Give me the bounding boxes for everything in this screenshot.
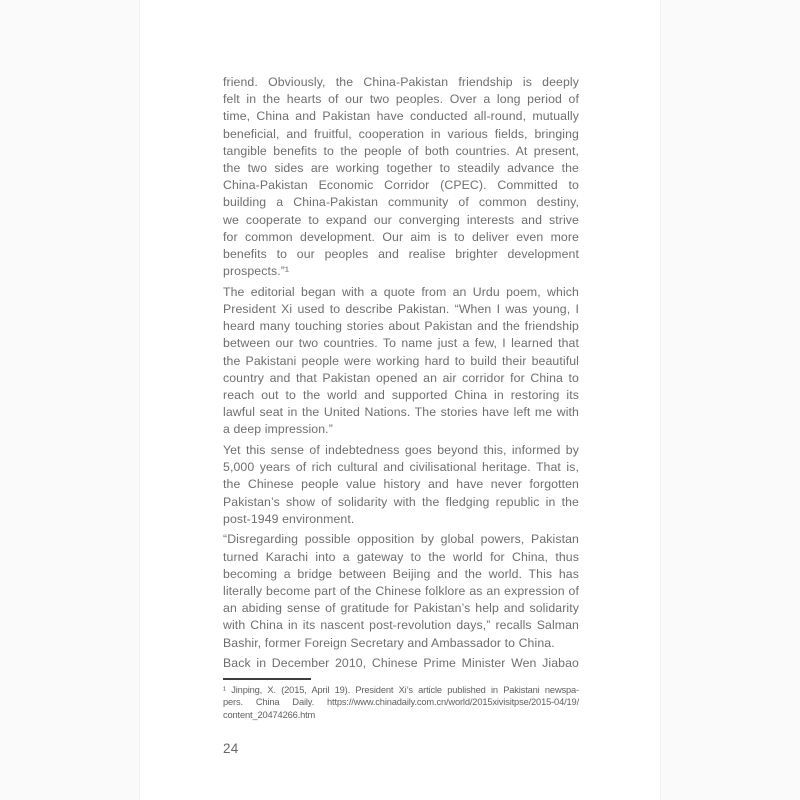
page-number: 24	[223, 741, 239, 756]
text-line: with China in its nascent post-revolution days,” recalls Salman	[223, 618, 579, 633]
text-line: lawful seat in the United Nations. The stories have left me with	[223, 405, 579, 420]
text-line: China-Pakistan Economic Corridor (CPEC). Committed to	[223, 178, 579, 193]
text-line: reach out to the world and supported China in restoring its	[223, 387, 579, 402]
text-line: country and that Pakistan opened an air corridor for China to	[223, 370, 579, 385]
paragraph	[223, 74, 579, 280]
text-line: time, China and Pakistan have conducted all-round, mutually	[223, 109, 579, 124]
text-line: Yet this sense of indebtedness goes beyond this, informed by	[223, 442, 579, 457]
text-line: between our two countries. To name just a few, I learned that	[223, 336, 579, 351]
text-line: prospects.”¹	[223, 264, 290, 279]
text-line: ¹ Jinping, X. (2015, April 19). President Xi’s article published in Pakistani newspa-	[223, 685, 579, 695]
text-line: the two sides are working together to steadily advance the	[223, 160, 579, 175]
paragraph	[223, 284, 579, 439]
text-line: Bashir, former Foreign Secretary and Ambassador to China.	[223, 635, 555, 650]
text-line: “Disregarding possible opposition by global powers, Pakistan	[223, 532, 579, 547]
text-line: Pakistan’s show of solidarity with the fledging republic in the	[223, 494, 579, 509]
text-line: friend. Obviously, the China-Pakistan friendship is deeply	[223, 75, 579, 89]
text-line: content_20474266.htm	[223, 709, 316, 720]
paragraph	[223, 442, 579, 528]
text-line: tangible benefits to the people of both countries. At present,	[223, 143, 579, 158]
text-line: beneficial, and fruitful, cooperation in various fields, bringing	[223, 126, 579, 141]
text-line: President Xi used to describe Pakistan. “When I was young, I	[223, 301, 579, 316]
book-page	[139, 0, 661, 800]
text-line: for common development. Our aim is to deliver even more	[223, 229, 579, 244]
text-line: a deep impression.”	[223, 422, 333, 437]
text-line: benefits to our peoples and realise brighter development	[223, 246, 579, 261]
footnote-divider	[223, 678, 311, 680]
text-line: literally become part of the Chinese folklore as an expression of	[223, 583, 579, 598]
text-line: pers. China Daily. https://www.chinadaily.com.cn/world/2015xivisitpse/2015-04/19/	[223, 697, 579, 708]
text-line: becoming a bridge between Beijing and the world. This has	[223, 566, 579, 581]
text-line: heard many touching stories about Pakistan and the friendship	[223, 319, 579, 334]
text-line: we cooperate to expand our converging interests and strive	[223, 212, 579, 227]
text-line: building a China-Pakistan community of common destiny,	[223, 195, 579, 210]
text-line: Back in December 2010, Chinese Prime Minister Wen Jiabao	[223, 656, 579, 671]
text-line: 5,000 years of rich cultural and civilisational heritage. That is,	[223, 460, 579, 475]
text-line: the Chinese people value history and have never forgotten	[223, 477, 579, 492]
text-line: The editorial began with a quote from an Urdu poem, which	[223, 284, 579, 299]
footnote	[223, 684, 579, 721]
text-line: an abiding sense of gratitude for Pakistan’s help and solidarity	[223, 601, 579, 616]
text-line: turned Karachi into a gateway to the world for China, thus	[223, 549, 579, 564]
article-body	[223, 74, 579, 676]
paragraph	[223, 531, 579, 651]
text-line: the Pakistani people were working hard to build their beautiful	[223, 353, 579, 368]
paragraph	[223, 655, 579, 672]
text-line: felt in the hearts of our two peoples. Over a long period of	[223, 92, 579, 107]
text-line: post-1949 environment.	[223, 511, 355, 526]
